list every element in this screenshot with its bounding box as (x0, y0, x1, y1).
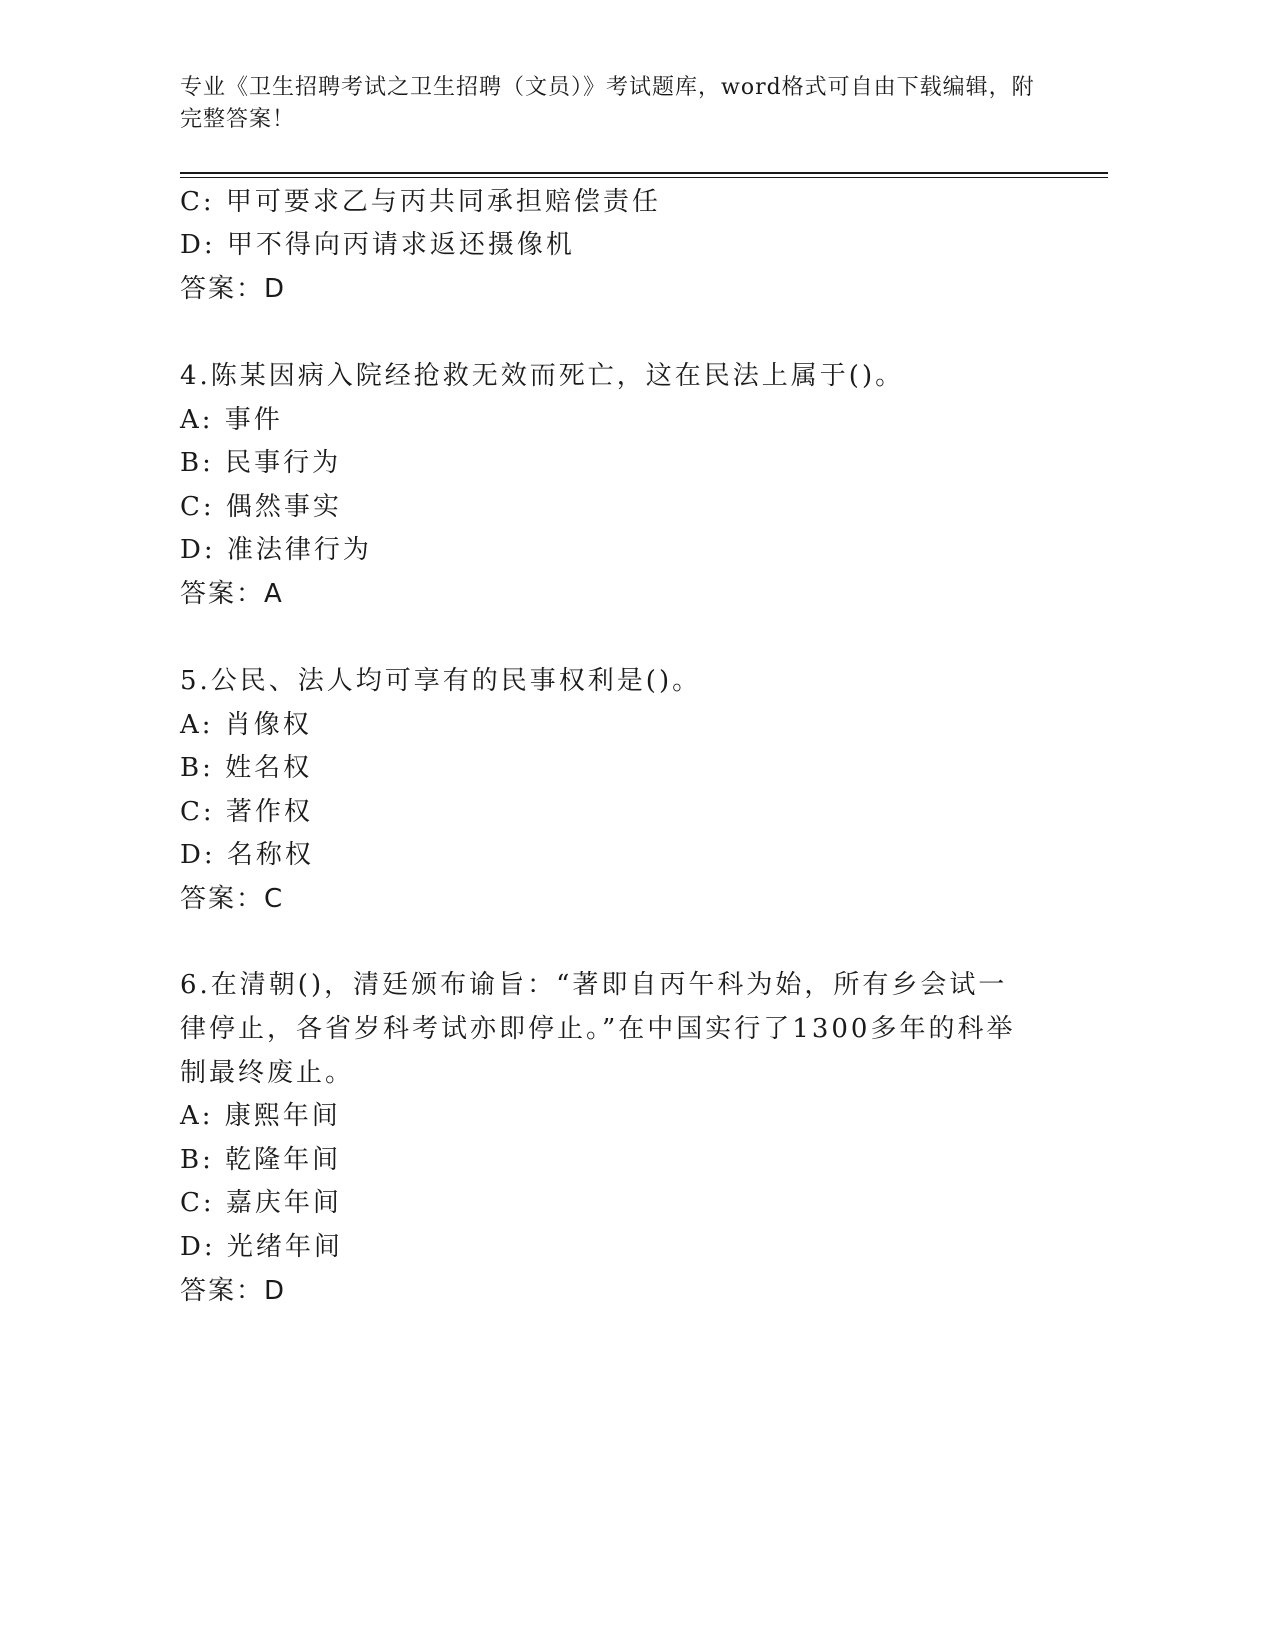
q5-option-c: C: 著作权 (180, 797, 313, 827)
q3-option-c: C: 甲可要求乙与丙共同承担赔偿责任 (180, 187, 661, 217)
q3-answer: 答案：D (180, 274, 287, 304)
q6-question: 6.在清朝()，清廷颁布谕旨：“著即自丙午科为始，所有乡会试一律停止，各省岁科考试亦即停止。”在中国实行了1300多年的科举制最终废止。 (180, 970, 1016, 1088)
header-divider-thin (180, 177, 1108, 178)
header-divider-thick (180, 172, 1108, 174)
q3-option-d: D: 甲不得向丙请求返还摄像机 (180, 230, 575, 260)
q5-option-d: D: 名称权 (180, 840, 314, 870)
q6-option-b: B: 乾隆年间 (180, 1145, 342, 1175)
q5-option-a: A: 肖像权 (180, 710, 312, 740)
q4-option-b: B: 民事行为 (180, 448, 342, 478)
q6-option-d: D: 光绪年间 (180, 1232, 343, 1262)
q6-option-a: A: 康熙年间 (180, 1101, 341, 1131)
q6-answer: 答案：D (180, 1276, 287, 1306)
q5-answer: 答案：C (180, 884, 285, 914)
q5-question: 5.公民、法人均可享有的民事权利是()。 (180, 666, 702, 696)
q4-option-c: C: 偶然事实 (180, 492, 342, 522)
q4-option-a: A: 事件 (180, 405, 283, 435)
document-header: 专业《卫生招聘考试之卫生招聘（文员）》考试题库，word格式可自由下载编辑，附完整答案！ (180, 75, 1035, 132)
q4-answer: 答案：A (180, 579, 284, 609)
q5-option-b: B: 姓名权 (180, 753, 313, 783)
q4-question: 4.陈某因病入院经抢救无效而死亡，这在民法上属于()。 (180, 361, 905, 391)
q4-option-d: D: 准法律行为 (180, 535, 372, 565)
q6-option-c: C: 嘉庆年间 (180, 1188, 342, 1218)
